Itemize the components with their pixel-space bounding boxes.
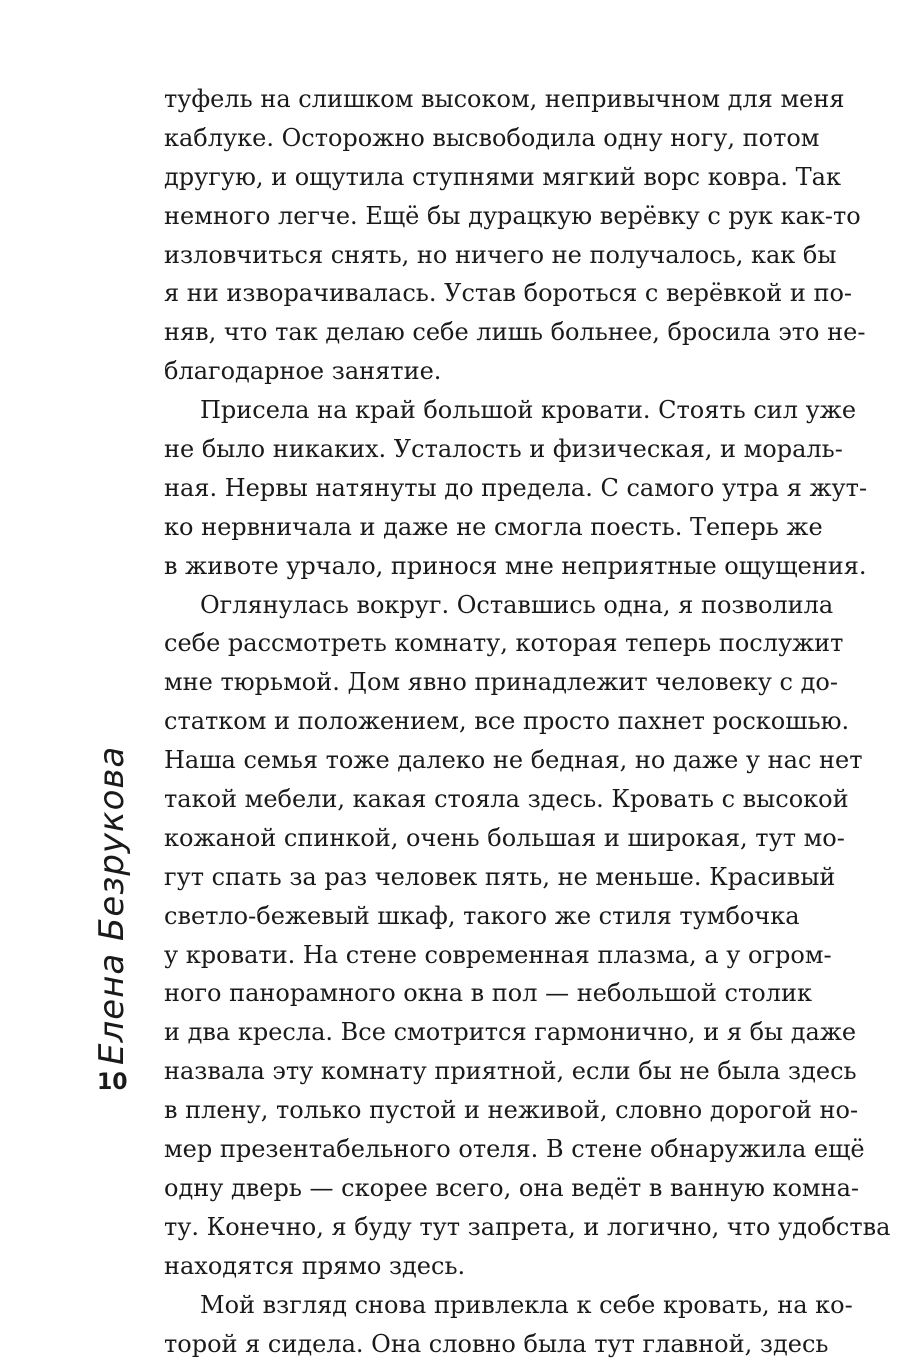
text-line: в плену, только пустой и неживой, словно дорогой но- (164, 1091, 772, 1130)
text-line: светло-бежевый шкаф, такого же стиля тумбочка (164, 897, 772, 936)
text-line: туфель на слишком высоком, непривычном для меня (164, 80, 772, 119)
text-line: одну дверь — скорее всего, она ведёт в ванную комна- (164, 1169, 772, 1208)
text-line: Оглянулась вокруг. Оставшись одна, я позволила (164, 586, 772, 625)
author-name: Елена Безрукова (92, 746, 132, 1065)
text-line: ко нервничала и даже не смогла поесть. Теперь же (164, 508, 772, 547)
text-line: Мой взгляд снова привлекла к себе кровать, на ко- (164, 1286, 772, 1325)
text-line: торой я сидела. Она словно была тут главной, здесь (164, 1325, 772, 1363)
text-line: мне тюрьмой. Дом явно принадлежит человеку с до- (164, 663, 772, 702)
text-line: ная. Нервы натянуты до предела. С самого утра я жут- (164, 469, 772, 508)
text-line: немного легче. Ещё бы дурацкую верёвку с рук как-то (164, 197, 772, 236)
text-line: назвала эту комнату приятной, если бы не была здесь (164, 1052, 772, 1091)
text-line: находятся прямо здесь. (164, 1247, 772, 1286)
text-line: статком и положением, все просто пахнет роскошью. (164, 702, 772, 741)
text-line: изловчиться снять, но ничего не получалось, как бы (164, 236, 772, 275)
text-line: гут спать за раз человек пять, не меньше. Красивый (164, 858, 772, 897)
text-line: у кровати. На стене современная плазма, а у огром- (164, 936, 772, 975)
text-line: кожаной спинкой, очень большая и широкая, тут мо- (164, 819, 772, 858)
text-line: я ни изворачивалась. Устав бороться с верёвкой и по- (164, 274, 772, 313)
text-line: ного панорамного окна в пол — небольшой столик (164, 974, 772, 1013)
text-line: себе рассмотреть комнату, которая теперь послужит (164, 624, 772, 663)
text-line: ту. Конечно, я буду тут запрета, и логично, что удобства (164, 1208, 772, 1247)
text-line: благодарное занятие. (164, 352, 772, 391)
body-text (164, 80, 772, 1363)
text-line: мер презентабельного отеля. В стене обнаружила ещё (164, 1130, 772, 1169)
text-line: другую, и ощутила ступнями мягкий ворс ковра. Так (164, 158, 772, 197)
text-line: в животе урчало, принося мне неприятные ощущения. (164, 547, 772, 586)
text-line: и два кресла. Все смотрится гармонично, и я бы даже (164, 1013, 772, 1052)
page-number: 10 (97, 1070, 128, 1095)
text-line: не было никаких. Усталость и физическая, и мораль- (164, 430, 772, 469)
text-line: Наша семья тоже далеко не бедная, но даже у нас нет (164, 741, 772, 780)
text-line: няв, что так делаю себе лишь больнее, бросила это не- (164, 313, 772, 352)
text-line: такой мебели, какая стояла здесь. Кровать с высокой (164, 780, 772, 819)
text-line: Присела на край большой кровати. Стоять сил уже (164, 391, 772, 430)
text-line: каблуке. Осторожно высвободила одну ногу, потом (164, 119, 772, 158)
